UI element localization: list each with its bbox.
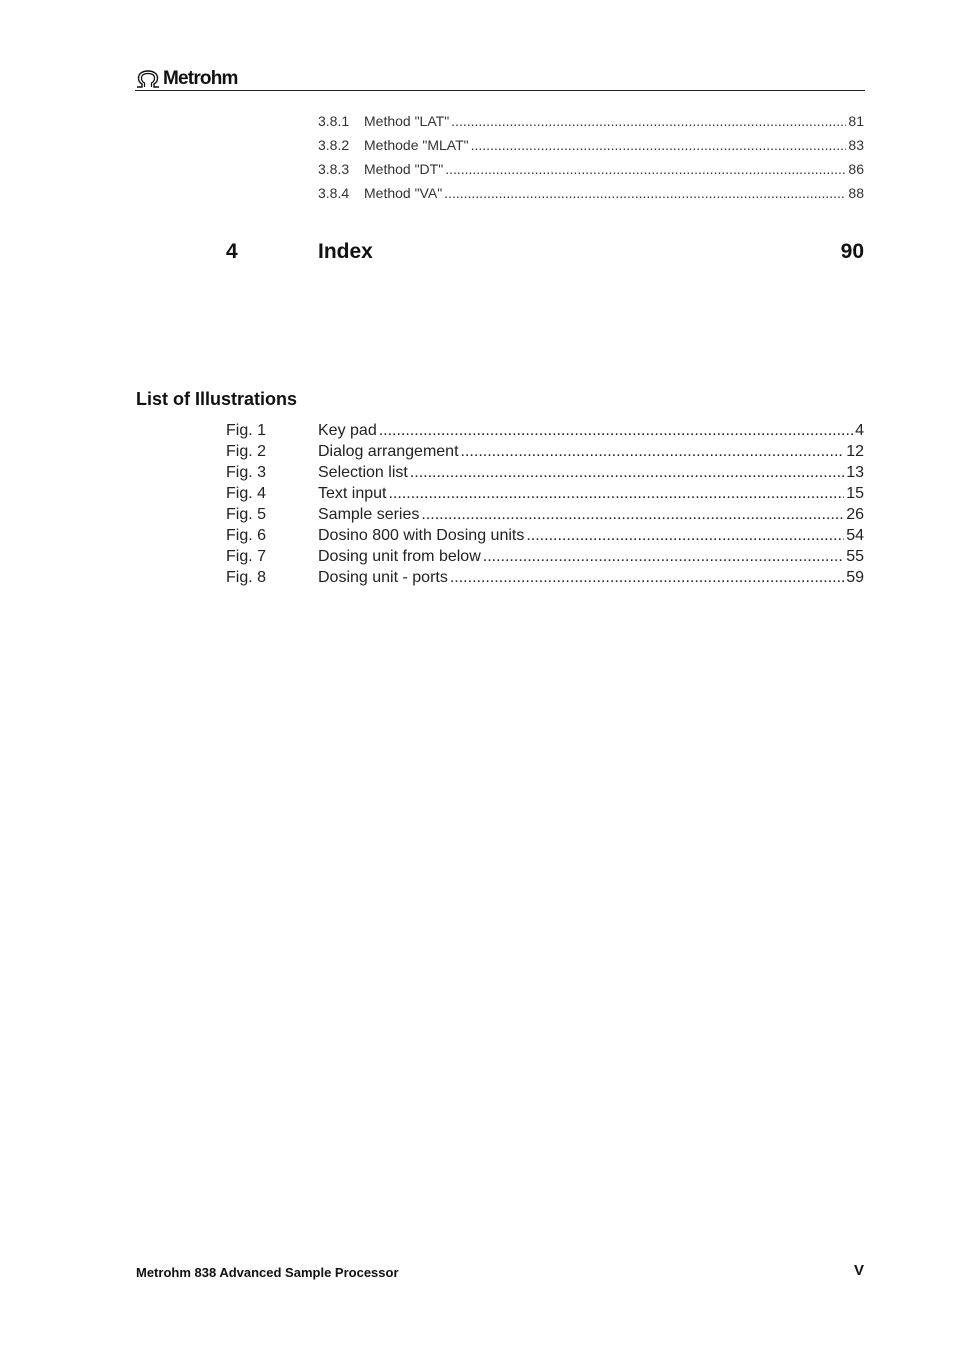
dot-leader: [461, 443, 845, 461]
toc-page: 83: [848, 137, 864, 153]
toc-row[interactable]: [318, 161, 864, 185]
figure-row[interactable]: [226, 464, 864, 485]
figure-page: 55: [846, 548, 864, 565]
toc-title: Method "DT": [364, 161, 444, 177]
toc-number: 3.8.2: [318, 137, 350, 153]
toc-page: 88: [848, 185, 864, 201]
figure-label: Fig. 1: [226, 422, 267, 439]
chapter-number: 4: [226, 240, 238, 263]
figure-page: 15: [846, 485, 864, 502]
dot-leader: [421, 506, 844, 524]
figure-page: 59: [846, 569, 864, 586]
footer-page-number: V: [853, 1262, 864, 1279]
toc-subsections: [318, 113, 864, 209]
toc-number: 3.8.4: [318, 185, 350, 201]
toc-title: Method "VA": [364, 185, 443, 201]
figure-page: 12: [846, 443, 864, 460]
figure-label: Fig. 8: [226, 569, 267, 586]
dot-leader: [450, 569, 844, 587]
figure-row[interactable]: [226, 527, 864, 548]
figure-title: Selection list: [318, 464, 408, 481]
dot-leader: [526, 527, 844, 545]
figure-page: 4: [855, 422, 864, 439]
figure-page: 54: [846, 527, 864, 544]
figure-title: Dosino 800 with Dosing units: [318, 527, 525, 544]
brand-name: Metrohm: [163, 68, 238, 89]
brand-logo: [135, 68, 238, 90]
toc-chapter-index[interactable]: [226, 240, 864, 266]
page-header: [135, 66, 865, 91]
dot-leader: [444, 185, 846, 201]
figure-title: Dosing unit - ports: [318, 569, 448, 586]
figure-label: Fig. 3: [226, 464, 267, 481]
toc-page: 86: [848, 161, 864, 177]
dot-leader: [451, 113, 846, 129]
figure-row[interactable]: [226, 422, 864, 443]
figure-label: Fig. 5: [226, 506, 267, 523]
dot-leader: [388, 485, 844, 503]
figure-row[interactable]: [226, 485, 864, 506]
figure-title: Key pad: [318, 422, 377, 439]
toc-number: 3.8.3: [318, 161, 350, 177]
figure-row[interactable]: [226, 443, 864, 464]
figure-row[interactable]: [226, 506, 864, 527]
figure-label: Fig. 7: [226, 548, 267, 565]
chapter-page: 90: [840, 240, 864, 263]
dot-leader: [445, 161, 846, 177]
figure-title: Text input: [318, 485, 387, 502]
figure-row[interactable]: [226, 569, 864, 590]
toc-title: Method "LAT": [364, 113, 450, 129]
figure-row[interactable]: [226, 548, 864, 569]
figure-page: 13: [846, 464, 864, 481]
figure-list: [226, 422, 864, 590]
toc-row[interactable]: [318, 185, 864, 209]
dot-leader: [471, 137, 847, 153]
figure-title: Dosing unit from below: [318, 548, 481, 565]
toc-page: 81: [848, 113, 864, 129]
figure-label: Fig. 6: [226, 527, 267, 544]
figure-label: Fig. 2: [226, 443, 267, 460]
toc-number: 3.8.1: [318, 113, 350, 129]
figure-title: Sample series: [318, 506, 420, 523]
toc-row[interactable]: [318, 113, 864, 137]
dot-leader: [379, 422, 853, 440]
dot-leader: [410, 464, 844, 482]
dot-leader: [483, 548, 844, 566]
figure-label: Fig. 4: [226, 485, 267, 502]
omega-icon: [135, 69, 161, 89]
list-of-illustrations-heading: List of Illustrations: [136, 389, 298, 409]
toc-title: Methode "MLAT": [364, 137, 469, 153]
chapter-title: Index: [318, 240, 373, 263]
figure-page: 26: [846, 506, 864, 523]
footer-title: Metrohm 838 Advanced Sample Processor: [136, 1265, 399, 1280]
toc-row[interactable]: [318, 137, 864, 161]
figure-title: Dialog arrangement: [318, 443, 459, 460]
